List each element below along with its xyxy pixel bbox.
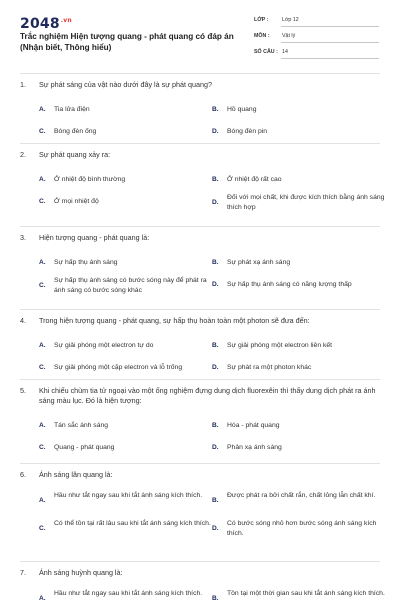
meta-count-row — [254, 45, 379, 61]
option-text: Sự hấp thụ ánh sáng — [54, 259, 118, 266]
option-letter: D. — [212, 524, 219, 532]
question-number: 5. — [20, 386, 26, 395]
option-letter: A. — [39, 422, 46, 429]
question-text: Sự phát quang xảy ra: — [39, 150, 111, 159]
option-text: Đối với mọi chất, khi được kích thích bằng ánh sáng thích hợp — [227, 194, 385, 211]
option-letter: D. — [212, 364, 219, 371]
meta-class-value: Lớp 12 — [282, 17, 299, 23]
question-text: Sự phát sáng của vật nào dưới đây là sự phát quang? — [39, 80, 212, 89]
option-text: Hầu như tắt ngay sau khi tắt ánh sáng kích thích. — [54, 590, 203, 597]
meta-underline — [281, 42, 379, 43]
option-letter: B. — [212, 496, 219, 504]
option-letter: C. — [39, 444, 46, 451]
option-letter: A. — [39, 342, 46, 349]
option-letter: A. — [39, 176, 46, 183]
option-text: Sự giải phóng một cặp electron và lỗ trống — [54, 364, 183, 371]
option-text: Sự phát xạ ánh sáng — [227, 259, 291, 266]
option-text: Tồn tại một thời gian sau khi tắt ánh sáng kích thích. — [227, 590, 385, 597]
question-divider — [20, 379, 380, 380]
worksheet-meta — [254, 13, 379, 61]
option-text: Sự hấp thụ ánh sáng có năng lượng thấp — [227, 281, 352, 288]
logo-suffix: .vn — [60, 17, 72, 25]
meta-subject-row — [254, 29, 379, 45]
meta-label: MÔN : — [254, 33, 270, 39]
option-text: Tán sắc ánh sáng — [54, 422, 109, 429]
option-text: Hồ quang — [227, 106, 257, 113]
option-letter: B. — [212, 176, 219, 183]
question-number: 7. — [20, 568, 26, 577]
option-letter: A. — [39, 106, 46, 113]
question-number: 3. — [20, 233, 26, 242]
option-text: Hóa - phát quang — [227, 422, 280, 429]
logo-text: 2048 — [20, 16, 60, 32]
meta-label: SỐ CÂU : — [254, 49, 278, 55]
option-letter: D. — [212, 198, 219, 206]
question-text: Trong hiện tượng quang - phát quang, sự hấp thụ hoàn toàn một photon sẽ đưa đến: — [39, 316, 310, 325]
question-number: 4. — [20, 316, 26, 325]
site-logo[interactable] — [20, 16, 72, 32]
option-letter: D. — [212, 128, 219, 135]
option-text: Ở mọi nhiệt độ — [54, 198, 99, 205]
option-letter: C. — [39, 364, 46, 371]
option-text: Sự giải phóng một electron tự do — [54, 342, 154, 349]
option-letter: B. — [212, 342, 219, 349]
option-letter: B. — [212, 259, 219, 266]
option-text: Có bước sóng nhỏ hơn bước sóng ánh sáng kích thích. — [227, 520, 377, 537]
meta-class-row — [254, 13, 379, 29]
meta-subject-value: Vật lý — [282, 33, 296, 39]
option-letter: A. — [39, 594, 46, 600]
option-letter: C. — [39, 128, 46, 135]
question-text: Ánh sáng huỳnh quang là: — [39, 568, 123, 577]
option-text: Hầu như tắt ngay sau khi tắt ánh sáng kích thích. — [54, 492, 203, 499]
option-text: Ở nhiệt độ rất cao — [227, 176, 282, 183]
option-text: Sự phát ra một photon khác — [227, 364, 312, 371]
page-title: Trắc nghiệm Hiện tượng quang - phát quang có đáp án (Nhận biết, Thông hiểu) — [20, 32, 234, 52]
meta-count-value: 14 — [282, 49, 288, 55]
meta-underline — [281, 58, 379, 59]
option-letter: B. — [212, 422, 219, 429]
option-text: Được phát ra bởi chất rắn, chất lỏng lẫn chất khí. — [227, 492, 376, 499]
option-letter: C. — [39, 198, 46, 205]
option-letter: D. — [212, 444, 219, 451]
question-divider — [20, 561, 380, 562]
option-letter: C. — [39, 524, 46, 532]
meta-underline — [281, 26, 379, 27]
question-divider — [20, 143, 380, 144]
option-text: Sự hấp thụ ánh sáng có bước sóng này để phát ra ánh sáng có bước sóng khác — [54, 277, 207, 294]
option-text: Bóng đèn ống — [54, 128, 97, 135]
question-divider — [20, 309, 380, 310]
question-number: 2. — [20, 150, 26, 159]
option-text: Quang - phát quang — [54, 444, 115, 451]
option-letter: D. — [212, 281, 219, 288]
option-text: Có thể tồn tại rất lâu sau khi tắt ánh sáng kích thích. — [54, 520, 211, 527]
question-divider — [20, 226, 380, 227]
question-text: Ánh sáng lân quang là: — [39, 470, 113, 479]
option-text: Phản xạ ánh sáng — [227, 444, 282, 451]
question-number: 1. — [20, 80, 26, 89]
option-letter: A. — [39, 496, 46, 504]
question-number: 6. — [20, 470, 26, 479]
question-divider — [20, 73, 380, 74]
option-letter: A. — [39, 259, 46, 266]
option-text: Tia lửa điện — [54, 106, 90, 113]
question-text: Hiện tượng quang - phát quang là: — [39, 233, 150, 242]
option-text: Ở nhiệt độ bình thường — [54, 176, 126, 183]
option-letter: C. — [39, 281, 46, 289]
meta-label: LỚP : — [254, 17, 269, 23]
option-text: Bóng đèn pin — [227, 128, 268, 135]
option-letter: B. — [212, 106, 219, 113]
question-divider — [20, 463, 380, 464]
option-text: Sự giải phóng một electron liên kết — [227, 342, 333, 349]
option-letter: B. — [212, 594, 219, 600]
worksheet-header — [0, 0, 400, 76]
question-text: Khi chiếu chùm tia tử ngoại vào một ống nghiệm đựng dung dịch fluorexêin thì thấy dung dịch phát ra ánh sáng màu lục. Đó là hiện tượng: — [39, 386, 376, 405]
